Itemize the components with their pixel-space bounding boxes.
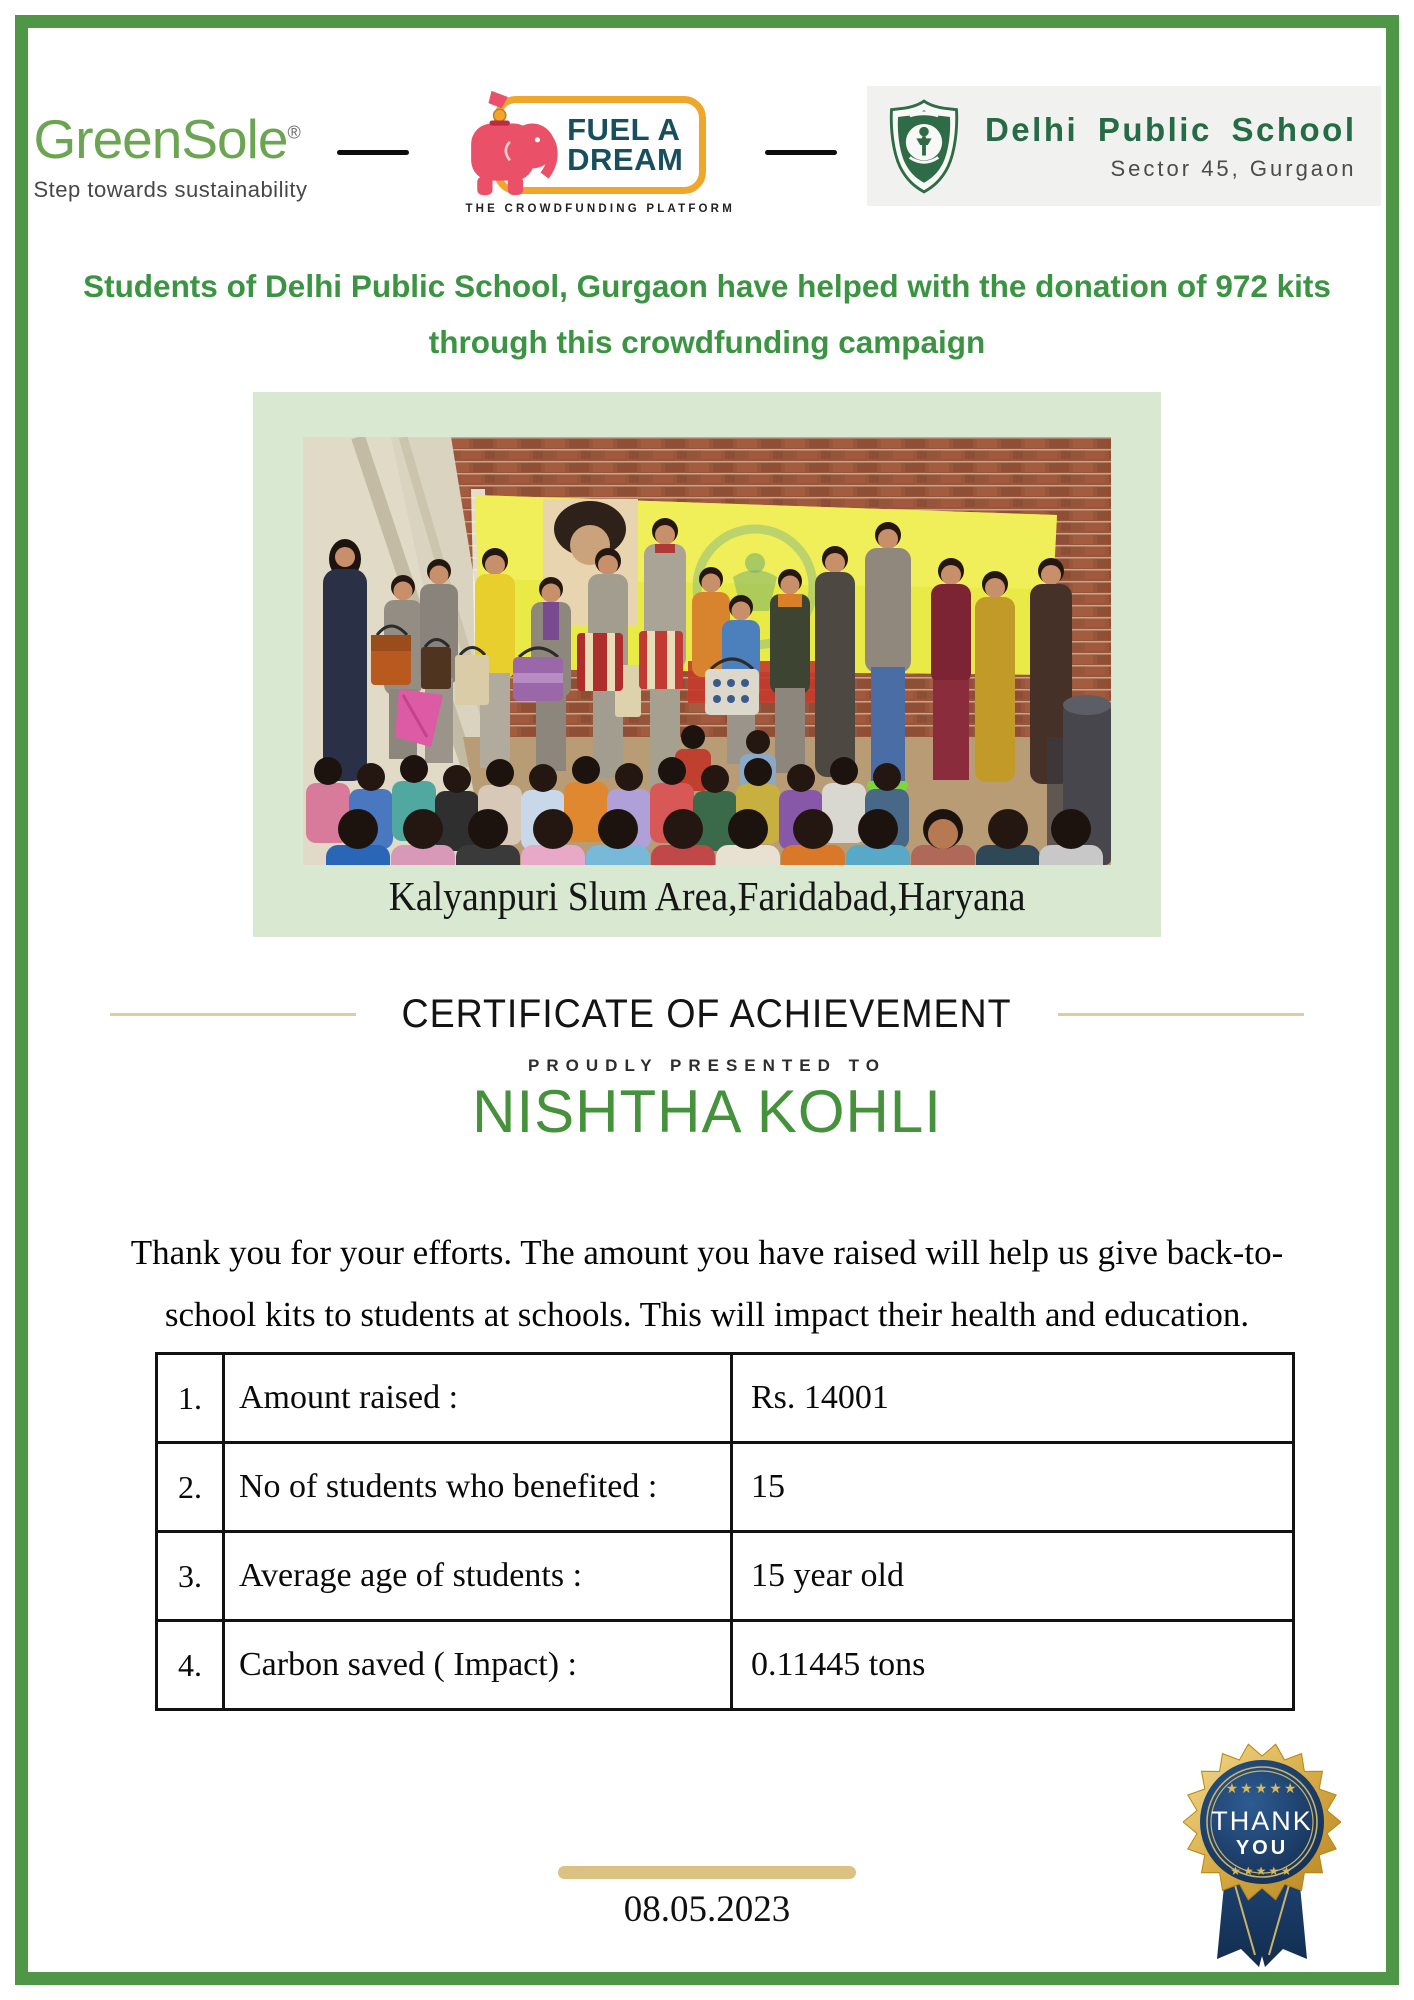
row-value: Rs. 14001 [732,1354,1294,1443]
dps-crest-icon [881,98,967,194]
campaign-headline-line1: Students of Delhi Public School, Gurgaon have helped with the donation of 972 kits [83,268,1331,304]
table-row [157,1532,1294,1621]
message-line2: school kits to students at schools. This will impact their health and education. [164,1295,1250,1335]
table-row [157,1354,1294,1443]
certificate-title-row [0,992,1414,1037]
table-row [157,1443,1294,1532]
logo-separator-dash [337,150,409,155]
badge-stars-top: ★★★★★ [1225,1780,1299,1796]
fuel-a-dream-elephant-icon [465,87,567,205]
photo-caption: Kalyanpuri Slum Area,Faridabad,Haryana [388,873,1026,919]
fuel-a-dream-line2: DREAM [567,142,684,178]
impact-table [155,1352,1295,1711]
campaign-headline-line2: through this crowdfunding campaign [428,324,986,361]
row-number: 1. [157,1354,224,1443]
badge-thank-text: THANK [1211,1806,1313,1836]
registered-mark: ® [287,122,301,143]
presented-to-label: PROUDLY PRESENTED TO [528,1056,886,1075]
certificate-title: CERTIFICATE OF ACHIEVEMENT [401,992,1013,1036]
title-rule-left [110,1013,356,1016]
campaign-headline [0,258,1414,370]
row-number: 4. [157,1621,224,1710]
certificate-date: 08.05.2023 [623,1889,791,1930]
badge-stars-bottom: ★★★★★ [1230,1864,1294,1878]
badge-you-text: YOU [1235,1837,1289,1859]
row-value: 15 [732,1443,1294,1532]
thank-you-badge [1183,1727,1341,1969]
recipient-name: NISHTHA KOHLI [472,1078,942,1145]
row-label: Carbon saved ( Impact) : [224,1621,732,1710]
row-number: 2. [157,1443,224,1532]
logo-separator-dash [765,150,837,155]
logo-row [0,86,1414,215]
row-number: 3. [157,1532,224,1621]
title-rule-right [1058,1013,1304,1016]
greensole-logo [33,108,308,203]
row-value: 0.11445 tons [732,1621,1294,1710]
table-row [157,1621,1294,1710]
thank-you-message [0,1222,1414,1347]
footer-gold-bar [558,1866,856,1879]
dps-logo [867,86,1381,206]
group-photo-illustration [303,437,1111,865]
fuel-a-dream-box [494,96,706,194]
row-label: Amount raised : [224,1354,732,1443]
fuel-a-dream-tagline: THE CROWDFUNDING PLATFORM [465,203,735,216]
fuel-a-dream-line1: FUEL A [567,112,681,147]
dps-location: Sector 45, Gurgaon [1110,155,1357,181]
dps-name: Delhi Public School [984,110,1357,148]
greensole-tagline: Step towards sustainability [33,177,308,202]
message-line1: Thank you for your efforts. The amount you have raised will help us give back-to- [130,1233,1284,1272]
photo-card [253,392,1161,937]
fuel-a-dream-logo [465,96,735,215]
greensole-wordmark [33,108,307,170]
row-label: No of students who benefited : [224,1443,732,1532]
row-value: 15 year old [732,1532,1294,1621]
dps-text [985,111,1357,182]
greensole-name: GreenSole [33,108,288,170]
row-label: Average age of students : [224,1532,732,1621]
